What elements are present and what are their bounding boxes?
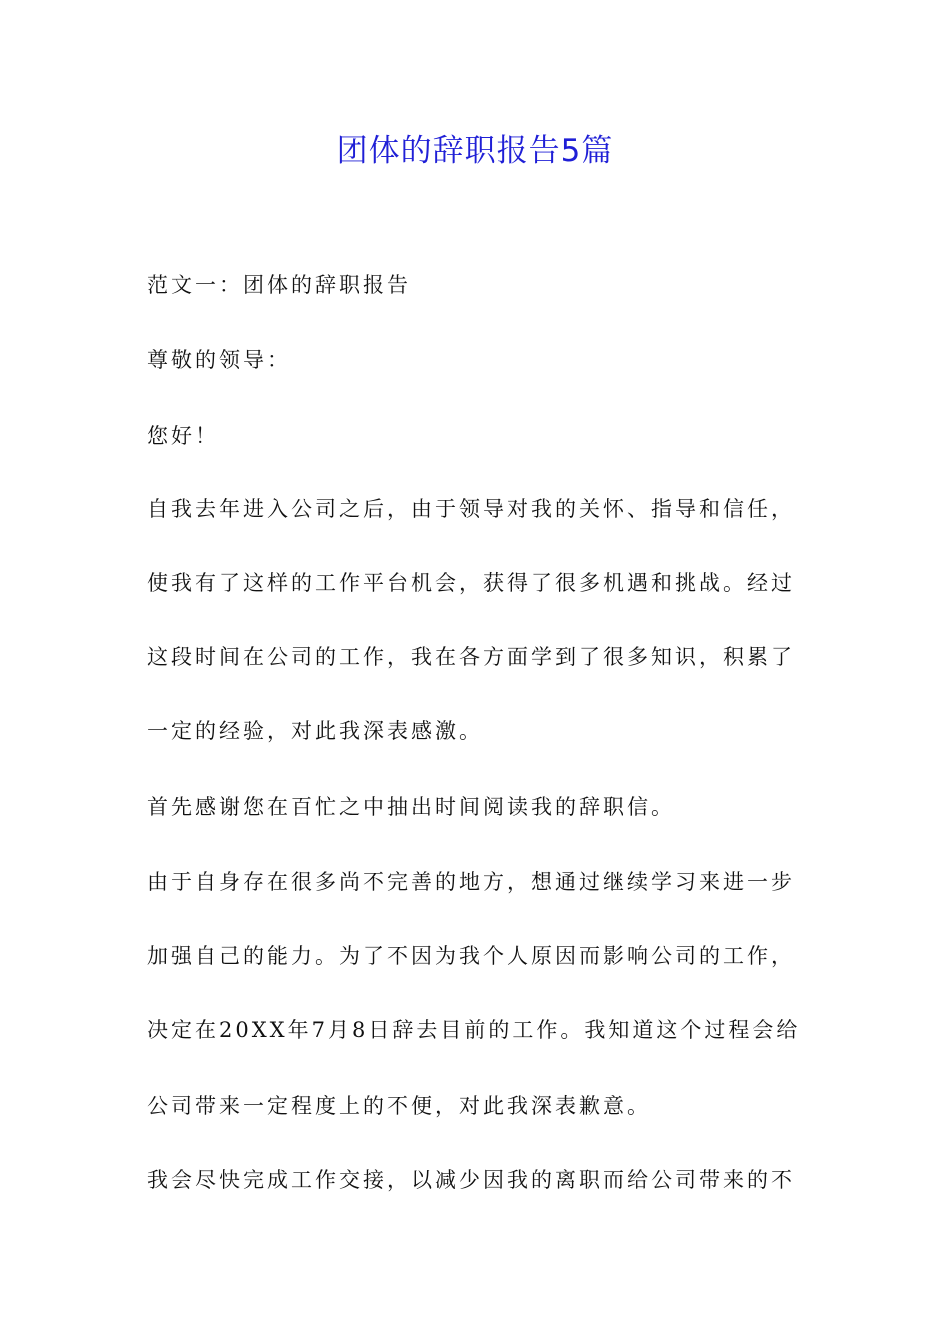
body-line: 加强自己的能力。为了不因为我个人原因而影响公司的工作，	[147, 944, 795, 968]
document-title: 团体的辞职报告5篇	[336, 133, 614, 169]
body-line: 公司带来一定程度上的不便，对此我深表歉意。	[147, 1094, 651, 1118]
body-line: 这段时间在公司的工作，我在各方面学到了很多知识，积累了	[147, 645, 795, 669]
body-line: 由于自身存在很多尚不完善的地方，想通过继续学习来进一步	[147, 870, 795, 894]
body-line: 一定的经验，对此我深表感激。	[147, 719, 483, 743]
body-line: 决定在20XX年7月8日辞去目前的工作。我知道这个过程会给	[147, 1018, 801, 1042]
body-line: 我会尽快完成工作交接，以减少因我的离职而给公司带来的不	[147, 1168, 795, 1192]
salutation: 尊敬的领导：	[147, 348, 291, 372]
body-line: 自我去年进入公司之后，由于领导对我的关怀、指导和信任，	[147, 497, 795, 521]
body-line: 使我有了这样的工作平台机会，获得了很多机遇和挑战。经过	[147, 571, 795, 595]
greeting: 您好！	[147, 424, 219, 448]
body-line: 首先感谢您在百忙之中抽出时间阅读我的辞职信。	[147, 795, 675, 819]
section-heading: 范文一：团体的辞职报告	[147, 273, 411, 297]
